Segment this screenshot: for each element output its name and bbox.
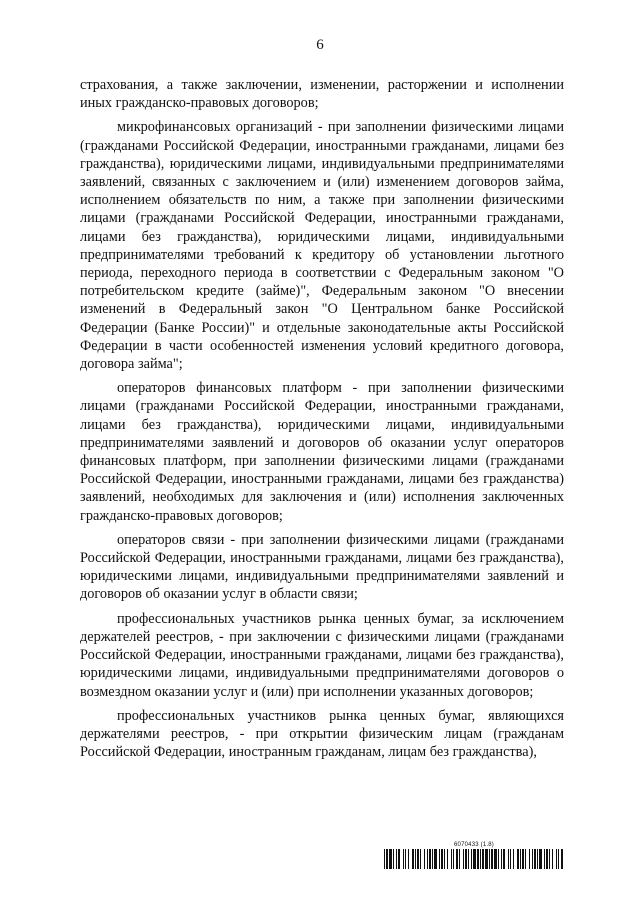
paragraph-microfinance: микрофинансовых организаций - при заполнении физическими лицами (гражданами Российской Федерации, иностранными гражданами, лицами без гражданства), юридическими лицами, индивидуальными предпринимателями заявлений, связанных с заключением и (или) изменением договоров займа, исполнением обязательств по ним, а также при заполнении физическими лицами (гражданами Российской Федерации, иностранными гражданами, лицами без гражданства), юридическими лицами, индивидуальными предпринимателями требований к кредитору об установлении льготного периода, переходного периода в соответствии с Федеральным законом "О потребительском кредите (займе)", Федеральным законом "О внесении изменений в Федеральный закон "О Центральном банке Российской Федерации (Банке России)" и отдельные законодательные акты Российской Федерации в части особенностей изменения условий кредитного договора, договора займа"; [80, 119, 564, 373]
paragraph-telecom-operators: операторов связи - при заполнении физическими лицами (гражданами Российской Федерации, иностранными гражданами, лицами без гражданства), юридическими лицами, индивидуальными предпринимателями заявлений и договоров об оказании услуг в области связи; [80, 531, 564, 603]
barcode-block [384, 842, 564, 869]
barcode-icon [384, 849, 564, 869]
paragraph-financial-platforms: операторов финансовых платформ - при заполнении физическими лицами (гражданами Российской Федерации, иностранными гражданами, лицами без гражданства), юридическими лицами, индивидуальными предпринимателями заявлений и договоров об оказании услуг операторов финансовых платформ, при заполнении физическими лицами (гражданами Российской Федерации, иностранными гражданами, лицами без гражданства) заявлений, необходимых для заключения и (или) исполнения заключенных гражданско-правовых договоров; [80, 380, 564, 524]
paragraph-insurance: страхования, а также заключении, изменении, расторжении и исполнении иных гражданско-правовых договоров; [80, 77, 564, 112]
barcode-code: 6070433 (1.8) [454, 842, 494, 848]
page-number: 6 [316, 37, 324, 53]
document-body [80, 76, 564, 763]
paragraph-securities-participants: профессиональных участников рынка ценных бумаг, за исключением держателей реестров, - при заключении с физическими лицами (гражданами Российской Федерации, иностранными гражданами, лицами без гражданства), юридическими лицами, индивидуальными предпринимателями договоров о возмездном оказании услуг и (или) при исполнении указанных договоров; [80, 610, 564, 700]
paragraph-registry-holders: профессиональных участников рынка ценных бумаг, являющихся держателями реестров, - при открытии физическим лицам (гражданам Российской Федерации, иностранным гражданам, лицам без гражданства), [80, 707, 564, 761]
